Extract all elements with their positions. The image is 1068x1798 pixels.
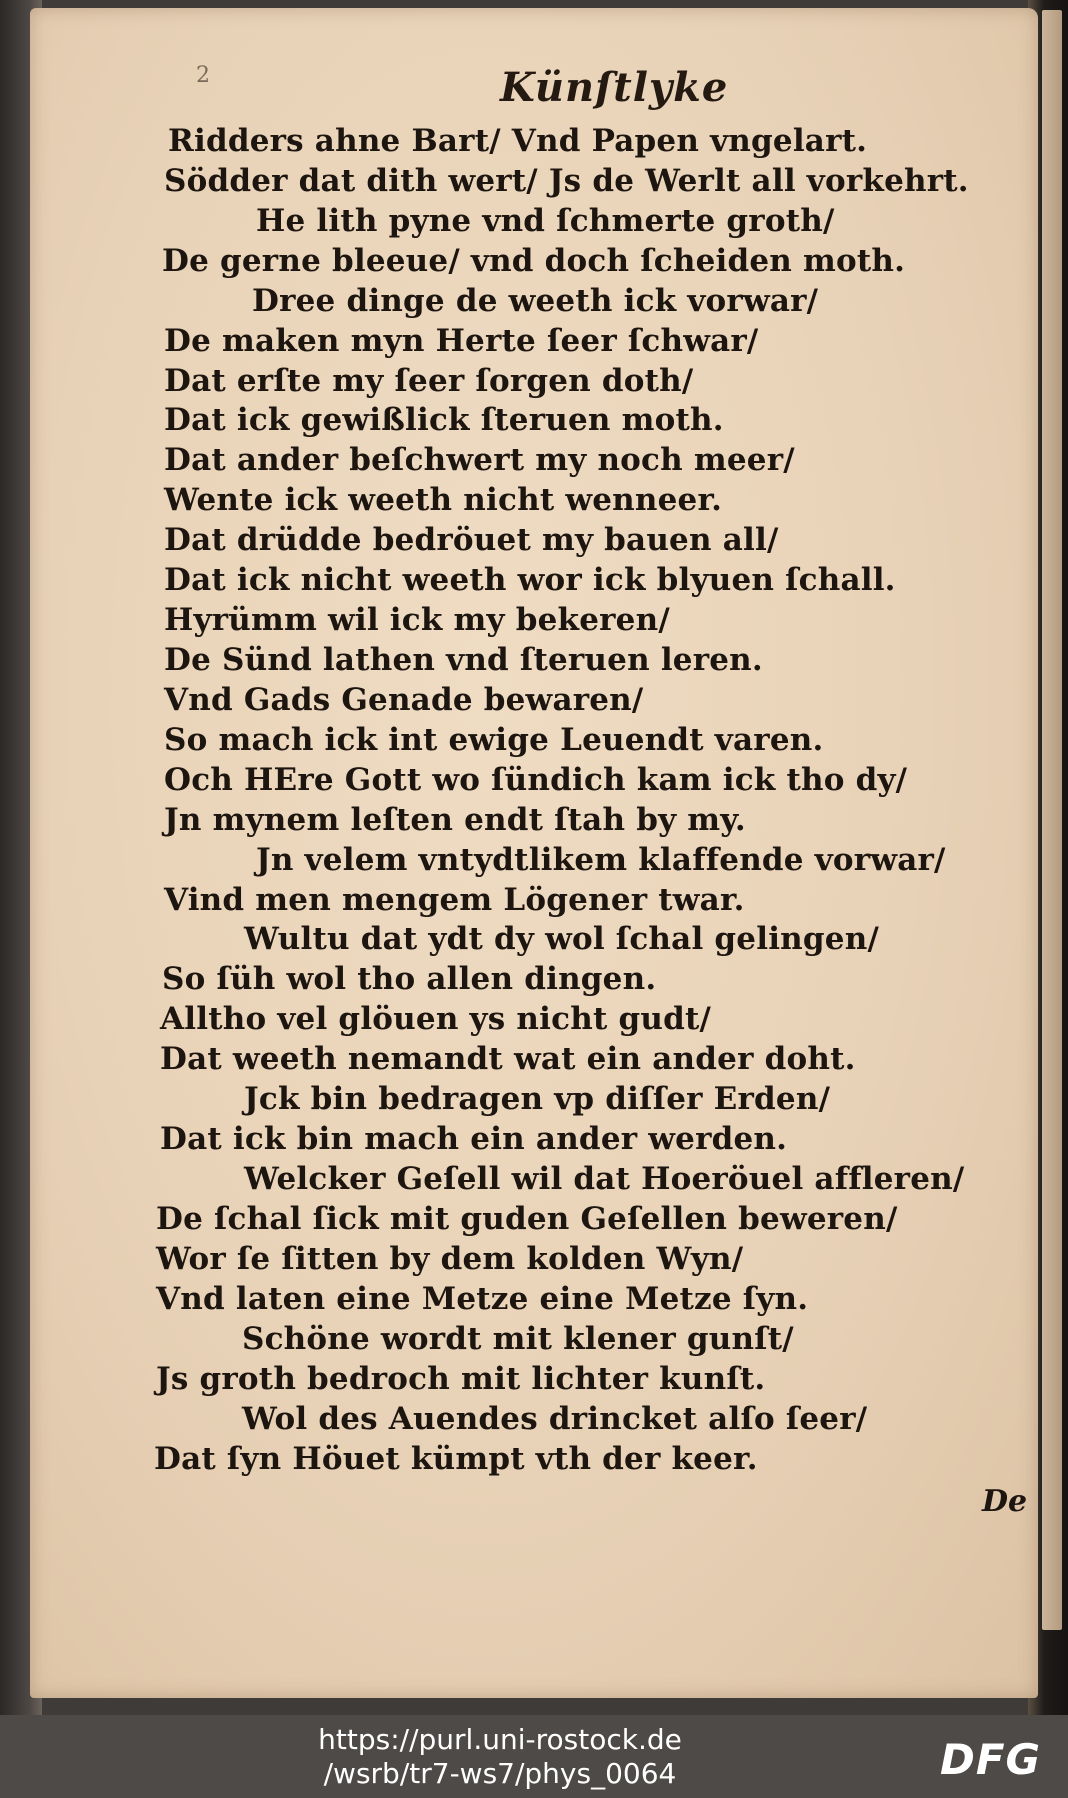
verse-line: Wol des Auendes drincket alſo ſeer/ [242, 1401, 868, 1437]
verse-line: Schöne wordt mit klener gunſt/ [242, 1321, 794, 1357]
page-mark: 2 [196, 63, 210, 88]
verse-line: Jn velem vntydtlikem klaffende vorwar/ [256, 842, 946, 878]
verse-line: Ridders ahne Bart/ Vnd Papen vngelart. [168, 123, 868, 159]
verse-line: Wor ſe ſitten by dem kolden Wyn/ [156, 1241, 744, 1277]
verse-line: Dat weeth nemandt wat ein ander doht. [160, 1041, 856, 1077]
verse-line: Welcker Geſell wil dat Hoeröuel affleren/ [244, 1161, 965, 1197]
verse-line: Och HEre Gott wo ſündich kam ick tho dy/ [164, 762, 908, 798]
verse-line: Dat ick bin mach ein ander werden. [160, 1121, 788, 1157]
verse-line: Dat ſyn Höuet kümpt vth der keer. [154, 1441, 758, 1477]
verse-line: Vnd laten eine Metze eine Metze ſyn. [156, 1281, 809, 1317]
verse-line: Vnd Gads Genade bewaren/ [164, 682, 644, 718]
verse-line: Södder dat dith wert/ Js de Werlt all vorkehrt. [164, 163, 969, 199]
verse-line: De ſchal ſick mit guden Geſellen beweren/ [156, 1201, 898, 1237]
verse-line: Jck bin bedragen vp diſſer Erden/ [244, 1081, 831, 1117]
next-page-edge [1042, 10, 1062, 1630]
verse-line: Wente ick weeth nicht wenneer. [164, 482, 723, 518]
catchword: De [982, 1484, 1028, 1519]
dfg-logo: DFG [940, 1735, 1042, 1784]
verse-line: Alltho vel glöuen ys nicht gudt/ [160, 1001, 711, 1037]
verse-line: Dat drüdde bedröuet my bauen all/ [164, 522, 779, 558]
footer-bar [0, 1715, 1068, 1798]
verse-line: So mach ick int ewige Leuendt varen. [164, 722, 824, 758]
scanned-page [30, 8, 1038, 1698]
verse-line: Jn mynem leſten endt ſtah by my. [164, 802, 746, 838]
verse-line: Vind men mengem Lögener twar. [164, 882, 745, 918]
verse-line: Dree dinge de weeth ick vorwar/ [252, 283, 819, 319]
verse-line: De maken myn Herte ſeer ſchwar/ [164, 323, 759, 359]
verse-line: Dat ander beſchwert my noch meer/ [164, 442, 795, 478]
verse-line: De Sünd lathen vnd ſteruen leren. [164, 642, 763, 678]
verse-line: Dat ick gewißlick ſteruen moth. [164, 402, 724, 438]
verse-line: So ſüh wol tho allen dingen. [162, 961, 657, 997]
verse-line: He lith pyne vnd ſchmerte groth/ [256, 203, 835, 239]
permalink[interactable] [290, 1723, 710, 1791]
permalink-line-1[interactable]: https://purl.uni-rostock.de [318, 1723, 682, 1756]
permalink-line-2[interactable]: /wsrb/tr7-ws7/phys_0064 [323, 1757, 677, 1790]
verse-line: Js groth bedroch mit lichter kunſt. [156, 1361, 766, 1397]
verse-list [30, 8, 1038, 1608]
verse-line: Wultu dat ydt dy wol ſchal gelingen/ [244, 921, 879, 957]
verse-line: Dat erſte my ſeer ſorgen doth/ [164, 363, 694, 399]
verse-line: De gerne bleeue/ vnd doch ſcheiden moth. [162, 243, 906, 279]
page-header: Künſtlyke [500, 64, 729, 111]
verse-line: Hyrümm wil ick my bekeren/ [164, 602, 670, 638]
verse-line: Dat ick nicht weeth wor ick blyuen ſchall. [164, 562, 896, 598]
